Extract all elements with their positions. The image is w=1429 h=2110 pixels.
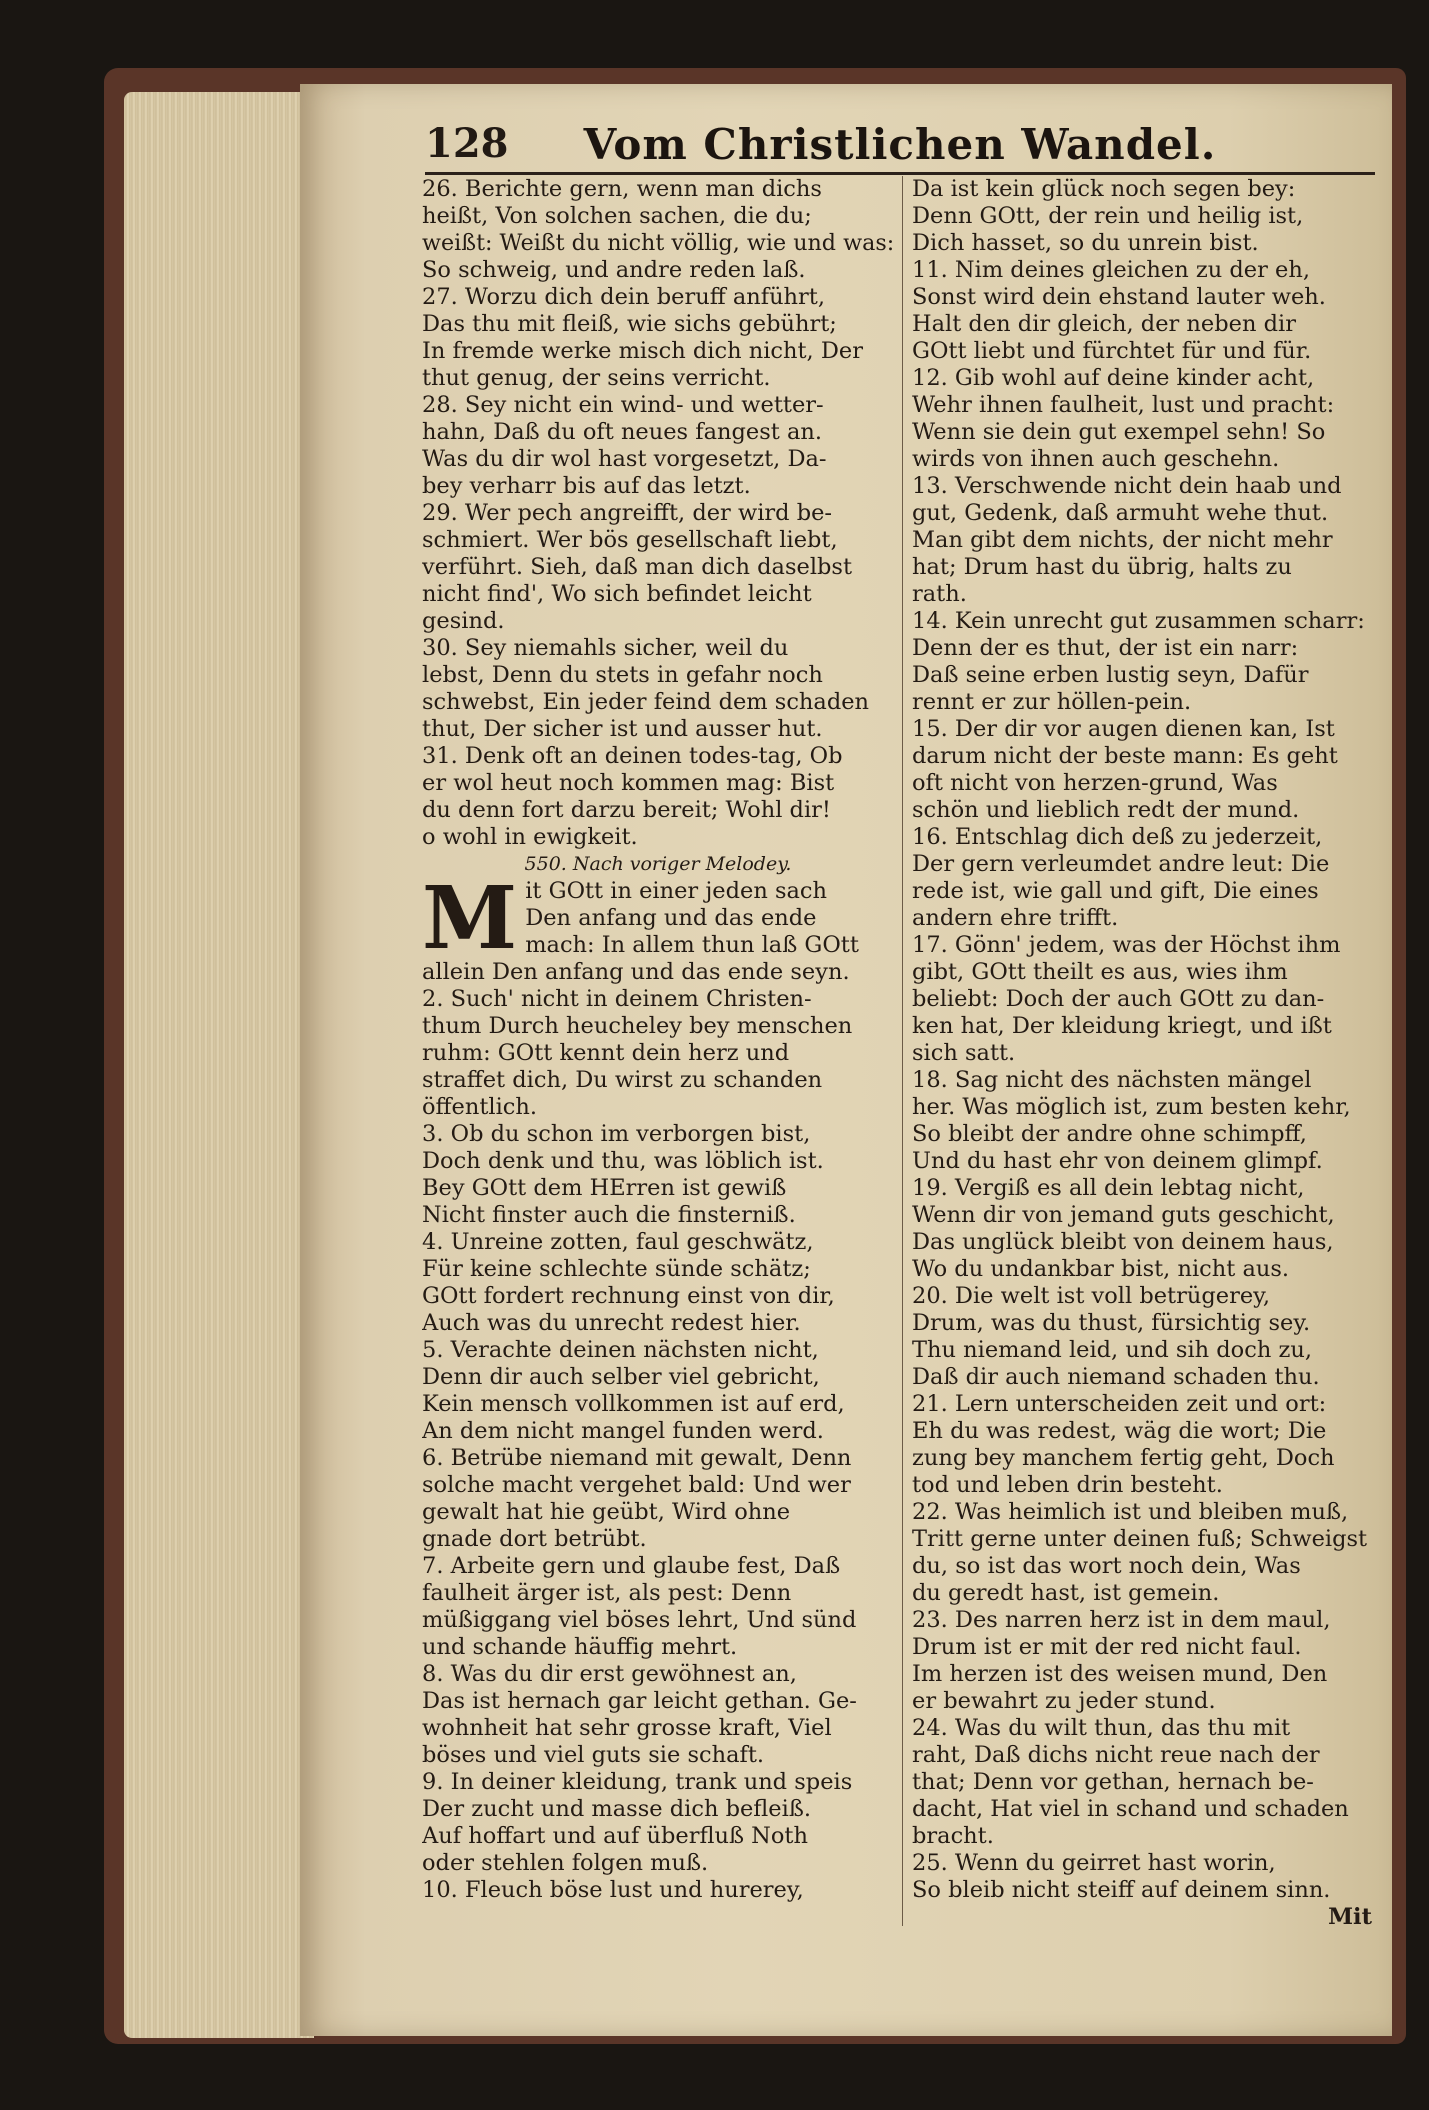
text-line: 14. Kein unrecht gut zusammen scharr: xyxy=(912,608,1365,634)
text-line: Denn dir auch selber viel gebricht, xyxy=(422,1364,820,1390)
hymn-heading: 550. Nach voriger Melodey. xyxy=(524,853,792,875)
text-line: rennt er zur höllen-pein. xyxy=(912,689,1192,715)
text-line: Wehr ihnen faulheit, lust und pracht: xyxy=(912,392,1335,418)
text-line: 18. Sag nicht des nächsten mängel xyxy=(912,1067,1312,1093)
text-line: beliebt: Doch der auch GOtt zu dan- xyxy=(912,986,1325,1012)
text-line: So bleibt der andre ohne schimpff, xyxy=(912,1121,1307,1147)
text-line: 5. Verachte deinen nächsten nicht, xyxy=(422,1337,819,1363)
hymn-opening xyxy=(422,868,894,969)
text-line: 29. Wer pech angreifft, der wird be- xyxy=(422,500,833,526)
text-line: 19. Vergiß es all dein lebtag nicht, xyxy=(912,1175,1305,1201)
text-line: hahn, Daß du oft neues fangest an. xyxy=(422,419,823,445)
text-line: Denn GOtt, der rein und heilig ist, xyxy=(912,203,1304,229)
text-line: GOtt liebt und fürchtet für und für. xyxy=(912,338,1312,364)
running-title: Vom Christlichen Wandel. xyxy=(583,120,1217,169)
text-line: ken hat, Der kleidung kriegt, und ißt xyxy=(912,1013,1332,1039)
text-line: er bewahrt zu jeder stund. xyxy=(912,1688,1216,1714)
text-line: schön und lieblich redt der mund. xyxy=(912,797,1300,823)
text-line: 9. In deiner kleidung, trank und speis xyxy=(422,1769,853,1795)
text-line: Daß seine erben lustig seyn, Dafür xyxy=(912,662,1309,688)
text-line: böses und viel guts sie schaft. xyxy=(422,1742,765,1768)
text-line: zung bey manchem fertig geht, Doch xyxy=(912,1445,1335,1471)
catchword: Mit xyxy=(1328,1904,1372,1930)
text-line: gewalt hat hie geübt, Wird ohne xyxy=(422,1499,791,1525)
text-line: thut genug, der seins verricht. xyxy=(422,365,771,391)
text-line: Tritt gerne unter deinen fuß; Schweigst xyxy=(912,1526,1368,1552)
text-line: Wenn dir von jemand guts geschicht, xyxy=(912,1202,1335,1228)
text-line: 24. Was du wilt thun, das thu mit xyxy=(912,1715,1291,1741)
text-line: 3. Ob du schon im verborgen bist, xyxy=(422,1121,811,1147)
text-line: mach: In allem thun laß GOtt xyxy=(525,932,859,958)
text-line: 20. Die welt ist voll betrügerey, xyxy=(912,1283,1271,1309)
text-line: darum nicht der beste mann: Es geht xyxy=(912,743,1338,769)
text-line: Halt den dir gleich, der neben dir xyxy=(912,311,1296,337)
text-line: 23. Des narren herz ist in dem maul, xyxy=(912,1607,1331,1633)
text-line: rede ist, wie gall und gift, Die eines xyxy=(912,878,1319,904)
text-line: raht, Daß dichs nicht reue nach der xyxy=(912,1742,1320,1768)
text-line: 31. Denk oft an deinen todes-tag, Ob xyxy=(422,743,843,769)
text-line: An dem nicht mangel funden werd. xyxy=(422,1418,824,1444)
text-line: und schande häuffig mehrt. xyxy=(422,1634,738,1660)
text-line: Kein mensch vollkommen ist auf erd, xyxy=(422,1391,845,1417)
text-line: Im herzen ist des weisen mund, Den xyxy=(912,1661,1328,1687)
text-line: oft nicht von herzen-grund, Was xyxy=(912,770,1278,796)
text-line: 8. Was du dir erst gewöhnest an, xyxy=(422,1661,797,1687)
text-line: Den anfang und das ende xyxy=(525,905,817,931)
text-line: Eh du was redest, wäg die wort; Die xyxy=(912,1418,1327,1444)
text-line: gnade dort betrübt. xyxy=(422,1526,647,1552)
text-line: Dich hasset, so du unrein bist. xyxy=(912,230,1259,256)
text-line: Sonst wird dein ehstand lauter weh. xyxy=(912,284,1326,310)
text-line: In fremde werke misch dich nicht, Der xyxy=(422,338,863,364)
text-line: tod und leben drin besteht. xyxy=(912,1472,1223,1498)
text-line: 6. Betrübe niemand mit gewalt, Denn xyxy=(422,1445,852,1471)
text-line: 15. Der dir vor augen dienen kan, Ist xyxy=(912,716,1335,742)
text-line: hat; Drum hast du übrig, halts zu xyxy=(912,554,1292,580)
text-line: 26. Berichte gern, wenn man dichs xyxy=(422,176,822,202)
text-line: Das unglück bleibt von deinem haus, xyxy=(912,1229,1334,1255)
text-line: ruhm: GOtt kennt dein herz und xyxy=(422,1040,790,1066)
text-line: Da ist kein glück noch segen bey: xyxy=(912,176,1296,202)
text-line: nicht find', Wo sich befindet leicht xyxy=(422,581,812,607)
page-edges xyxy=(124,92,314,2038)
text-line: Auf hoffart und auf überfluß Noth xyxy=(422,1823,808,1849)
column-divider xyxy=(902,176,903,1926)
text-line: 30. Sey niemahls sicher, weil du xyxy=(422,635,789,661)
text-line: gibt, GOtt theilt es aus, wies ihm xyxy=(912,959,1288,985)
text-line: wirds von ihnen auch geschehn. xyxy=(912,446,1280,472)
text-line: du denn fort darzu bereit; Wohl dir! xyxy=(422,797,831,823)
right-column xyxy=(912,176,1376,1936)
text-line: Wenn sie dein gut exempel sehn! So xyxy=(912,419,1326,445)
text-line: Das thu mit fleiß, wie sichs gebührt; xyxy=(422,311,837,337)
text-line: verführt. Sieh, daß man dich daselbst xyxy=(422,554,853,580)
text-line: Drum ist er mit der red nicht faul. xyxy=(912,1634,1302,1660)
text-line: GOtt fordert rechnung einst von dir, xyxy=(422,1283,835,1309)
text-line: dacht, Hat viel in schand und schaden xyxy=(912,1796,1349,1822)
text-line: gesind. xyxy=(422,608,505,634)
text-line: müßiggang viel böses lehrt, Und sünd xyxy=(422,1607,857,1633)
text-line: So bleib nicht steiff auf deinem sinn. xyxy=(912,1877,1331,1903)
text-line: o wohl in ewigkeit. xyxy=(422,824,638,850)
text-line: 25. Wenn du geirret hast worin, xyxy=(912,1850,1276,1876)
page-number: 128 xyxy=(425,120,509,167)
text-line: Man gibt dem nichts, der nicht mehr xyxy=(912,527,1333,553)
text-line: oder stehlen folgen muß. xyxy=(422,1850,709,1876)
text-line: 17. Gönn' jedem, was der Höchst ihm xyxy=(912,932,1341,958)
text-line: 10. Fleuch böse lust und hurerey, xyxy=(422,1877,804,1903)
text-line: allein Den anfang und das ende seyn. xyxy=(422,959,850,985)
text-line: her. Was möglich ist, zum besten kehr, xyxy=(912,1094,1351,1120)
left-column xyxy=(422,176,894,1936)
text-line: Das ist hernach gar leicht gethan. Ge- xyxy=(422,1688,857,1714)
text-line: Drum, was du thust, fürsichtig sey. xyxy=(912,1310,1311,1336)
text-line: er wol heut noch kommen mag: Bist xyxy=(422,770,835,796)
text-line: Wo du undankbar bist, nicht aus. xyxy=(912,1256,1290,1282)
text-line: 4. Unreine zotten, faul geschwätz, xyxy=(422,1229,814,1255)
text-line: 21. Lern unterscheiden zeit und ort: xyxy=(912,1391,1327,1417)
text-line: 2. Such' nicht in deinem Christen- xyxy=(422,986,812,1012)
text-line: Für keine schlechte sünde schätz; xyxy=(422,1256,811,1282)
text-line: bracht. xyxy=(912,1823,994,1849)
text-line: schwebst, Ein jeder feind dem schaden xyxy=(422,689,870,715)
page-header xyxy=(425,116,1375,175)
text-line: 7. Arbeite gern und glaube fest, Daß xyxy=(422,1553,841,1579)
text-line: sich satt. xyxy=(912,1040,1016,1066)
text-line: solche macht vergehet bald: Und wer xyxy=(422,1472,851,1498)
text-line: öffentlich. xyxy=(422,1094,538,1120)
drop-cap: M xyxy=(422,868,518,969)
text-line: bey verharr bis auf das letzt. xyxy=(422,473,751,499)
text-line: it GOtt in einer jeden sach xyxy=(525,878,828,904)
text-line: Bey GOtt dem HErren ist gewiß xyxy=(422,1175,787,1201)
text-line: 16. Entschlag dich deß zu jederzeit, xyxy=(912,824,1323,850)
text-line: 28. Sey nicht ein wind- und wetter- xyxy=(422,392,824,418)
text-line: Auch was du unrecht redest hier. xyxy=(422,1310,801,1336)
text-line: lebst, Denn du stets in gefahr noch xyxy=(422,662,823,688)
text-line: Und du hast ehr von deinem glimpf. xyxy=(912,1148,1323,1174)
text-line: Was du dir wol hast vorgesetzt, Da- xyxy=(422,446,827,472)
text-line: Daß dir auch niemand schaden thu. xyxy=(912,1364,1320,1390)
text-line: Denn der es thut, der ist ein narr: xyxy=(912,635,1299,661)
text-line: faulheit ärger ist, als pest: Denn xyxy=(422,1580,792,1606)
text-line: wohnheit hat sehr grosse kraft, Viel xyxy=(422,1715,832,1741)
text-line: schmiert. Wer bös gesellschaft liebt, xyxy=(422,527,838,553)
text-line: du, so ist das wort noch dein, Was xyxy=(912,1553,1301,1579)
text-line: Der zucht und masse dich befleiß. xyxy=(422,1796,812,1822)
text-line: Der gern verleumdet andre leut: Die xyxy=(912,851,1330,877)
text-line: weißt: Weißt du nicht völlig, wie und was: xyxy=(422,230,894,256)
text-line: thum Durch heucheley bey menschen xyxy=(422,1013,853,1039)
text-line: gut, Gedenk, daß armuht wehe thut. xyxy=(912,500,1329,526)
text-line: 22. Was heimlich ist und bleiben muß, xyxy=(912,1499,1349,1525)
text-line: 13. Verschwende nicht dein haab und xyxy=(912,473,1342,499)
text-line: thut, Der sicher ist und ausser hut. xyxy=(422,716,823,742)
text-line: straffet dich, Du wirst zu schanden xyxy=(422,1067,823,1093)
text-line: 27. Worzu dich dein beruff anführt, xyxy=(422,284,826,310)
text-line: du geredt hast, ist gemein. xyxy=(912,1580,1220,1606)
text-line: Nicht finster auch die finsterniß. xyxy=(422,1202,796,1228)
text-line: 12. Gib wohl auf deine kinder acht, xyxy=(912,365,1315,391)
text-line: 11. Nim deines gleichen zu der eh, xyxy=(912,257,1310,283)
text-line: that; Denn vor gethan, hernach be- xyxy=(912,1769,1314,1795)
text-line: Doch denk und thu, was löblich ist. xyxy=(422,1148,824,1174)
text-line: andern ehre trifft. xyxy=(912,905,1119,931)
text-line: rath. xyxy=(912,581,967,607)
text-line: So schweig, und andre reden laß. xyxy=(422,257,806,283)
text-line: Thu niemand leid, und sih doch zu, xyxy=(912,1337,1312,1363)
text-line: heißt, Von solchen sachen, die du; xyxy=(422,203,812,229)
